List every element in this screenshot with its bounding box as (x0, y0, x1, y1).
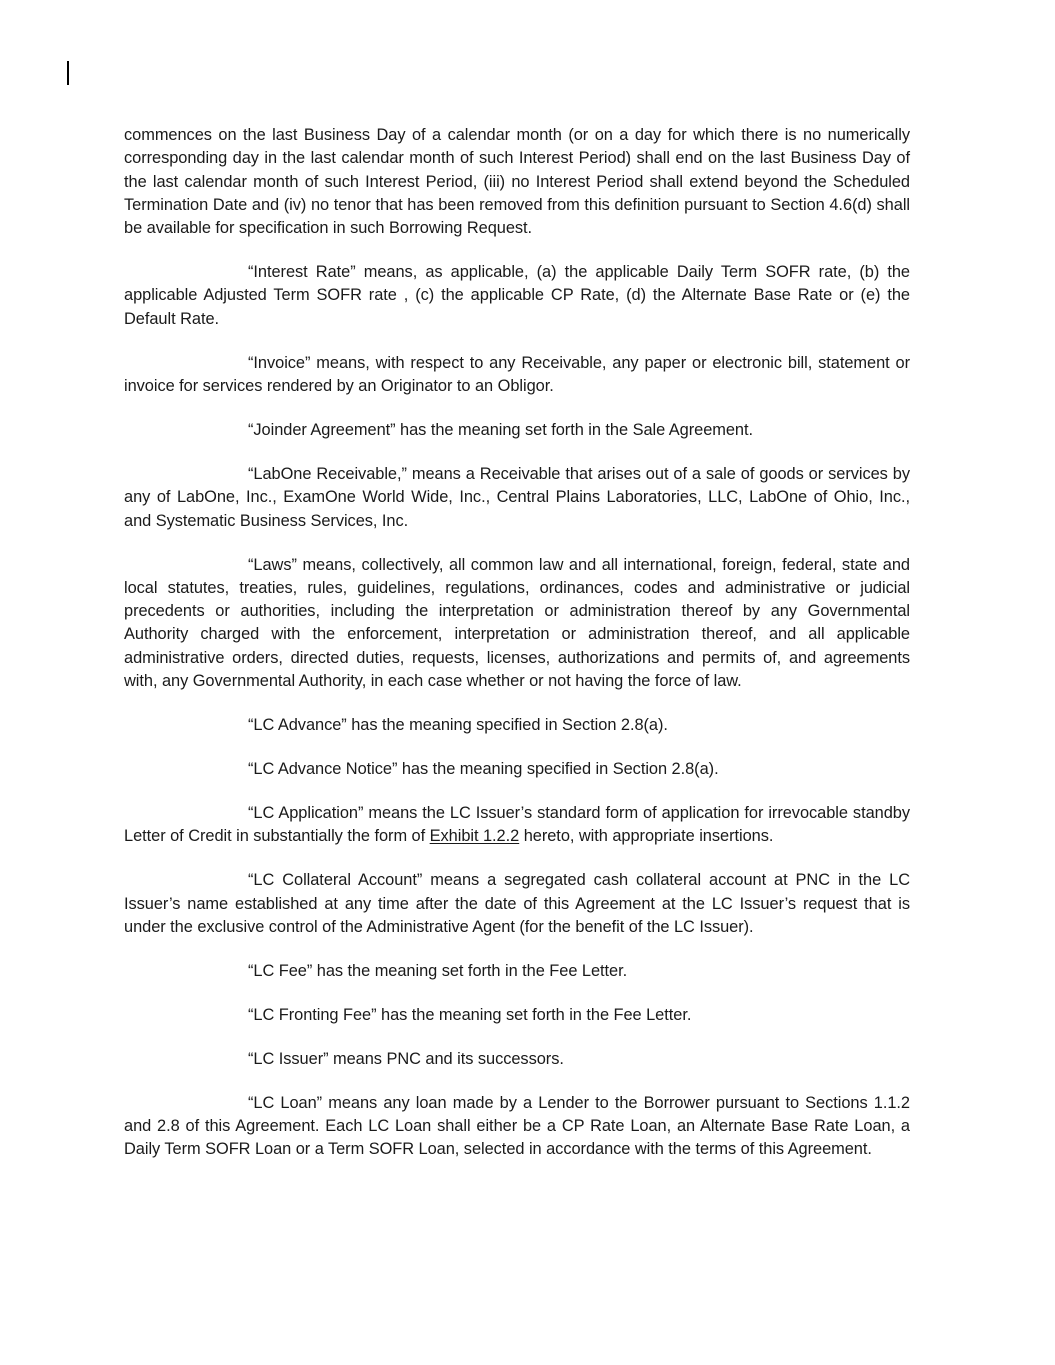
definition-lc-collateral-account: “LC Collateral Account” means a segregated cash collateral account at PNC in the LC Issuer’s name established at any time after the date of this Agreement at the LC Issuer’s request that is under the exclusive control of the Administrative Agent (for the benefit of the LC Issuer). (124, 871, 910, 936)
definition-lc-advance-notice: “LC Advance Notice” has the meaning specified in Section 2.8(a). (248, 760, 719, 779)
definition-lc-application (124, 802, 910, 849)
definition-lc-loan: “LC Loan” means any loan made by a Lender to the Borrower pursuant to Sections 1.1.2 and 2.8 of this Agreement. Each LC Loan shall either be a CP Rate Loan, an Alternate Base Rate Loan, a Daily Term SOFR Loan or a Term SOFR Loan, selected in accordance with the terms of this Agreement. (124, 1093, 910, 1159)
paragraph-interest-period-continued: commences on the last Business Day of a calendar month (or on a day for which there is no numerically corresponding day in the last calendar month of such Interest Period) shall end on the last Business Day of the last calendar month of such Interest Period, (iii) no Interest Period shall extend beyond the Scheduled Termination Date and (iv) no tenor that has been removed from this definition pursuant to Section 4.6(d) shall be available for specification in such Borrowing Request. (124, 126, 910, 238)
definition-lc-fee: “LC Fee” has the meaning set forth in the Fee Letter. (248, 961, 628, 980)
document-body (124, 124, 910, 1182)
definition-laws: “Laws” means, collectively, all common law and all international, foreign, federal, state and local statutes, treaties, rules, guidelines, regulations, ordinances, codes and administrative or judicial precedents or authorities, including the interpretation or administration thereof by any Governmental Authority charged with the enforcement, interpretation or administration thereof, and all applicable administrative orders, directed duties, requests, licenses, authorizations and permits of, and agreements with, any Governmental Authority, in each case whether or not having the force of law. (124, 555, 910, 691)
lc-application-text-after: hereto, with appropriate insertions. (519, 827, 774, 846)
definition-lc-issuer: “LC Issuer” means PNC and its successors. (248, 1049, 564, 1068)
definition-interest-rate: “Interest Rate” means, as applicable, (a) the applicable Daily Term SOFR rate, (b) the applicable Adjusted Term SOFR rate , (c) the applicable CP Rate, (d) the Alternate Base Rate or (e) the Default Rate. (124, 263, 910, 328)
exhibit-1-2-2-link[interactable]: Exhibit 1.2.2 (429, 827, 520, 846)
lc-application-text-before: “LC Application” means the LC Issuer’s standard form of application for irrevocable standby Letter of Credit in substantially the form of (124, 804, 910, 846)
definition-joinder-agreement: “Joinder Agreement” has the meaning set forth in the Sale Agreement. (248, 421, 754, 440)
definition-lc-fronting-fee: “LC Fronting Fee” has the meaning set forth in the Fee Letter. (248, 1005, 692, 1024)
definition-lc-advance: “LC Advance” has the meaning specified in Section 2.8(a). (248, 716, 668, 735)
definition-invoice: “Invoice” means, with respect to any Receivable, any paper or electronic bill, statement or invoice for services rendered by an Originator to an Obligor. (124, 353, 910, 396)
definition-labone-receivable: “LabOne Receivable,” means a Receivable that arises out of a sale of goods or services by any of LabOne, Inc., ExamOne World Wide, Inc., Central Plains Laboratories, LLC, LabOne of Ohio, Inc., and Systematic Business Services, Inc. (124, 465, 910, 530)
revision-change-bar (67, 61, 69, 85)
